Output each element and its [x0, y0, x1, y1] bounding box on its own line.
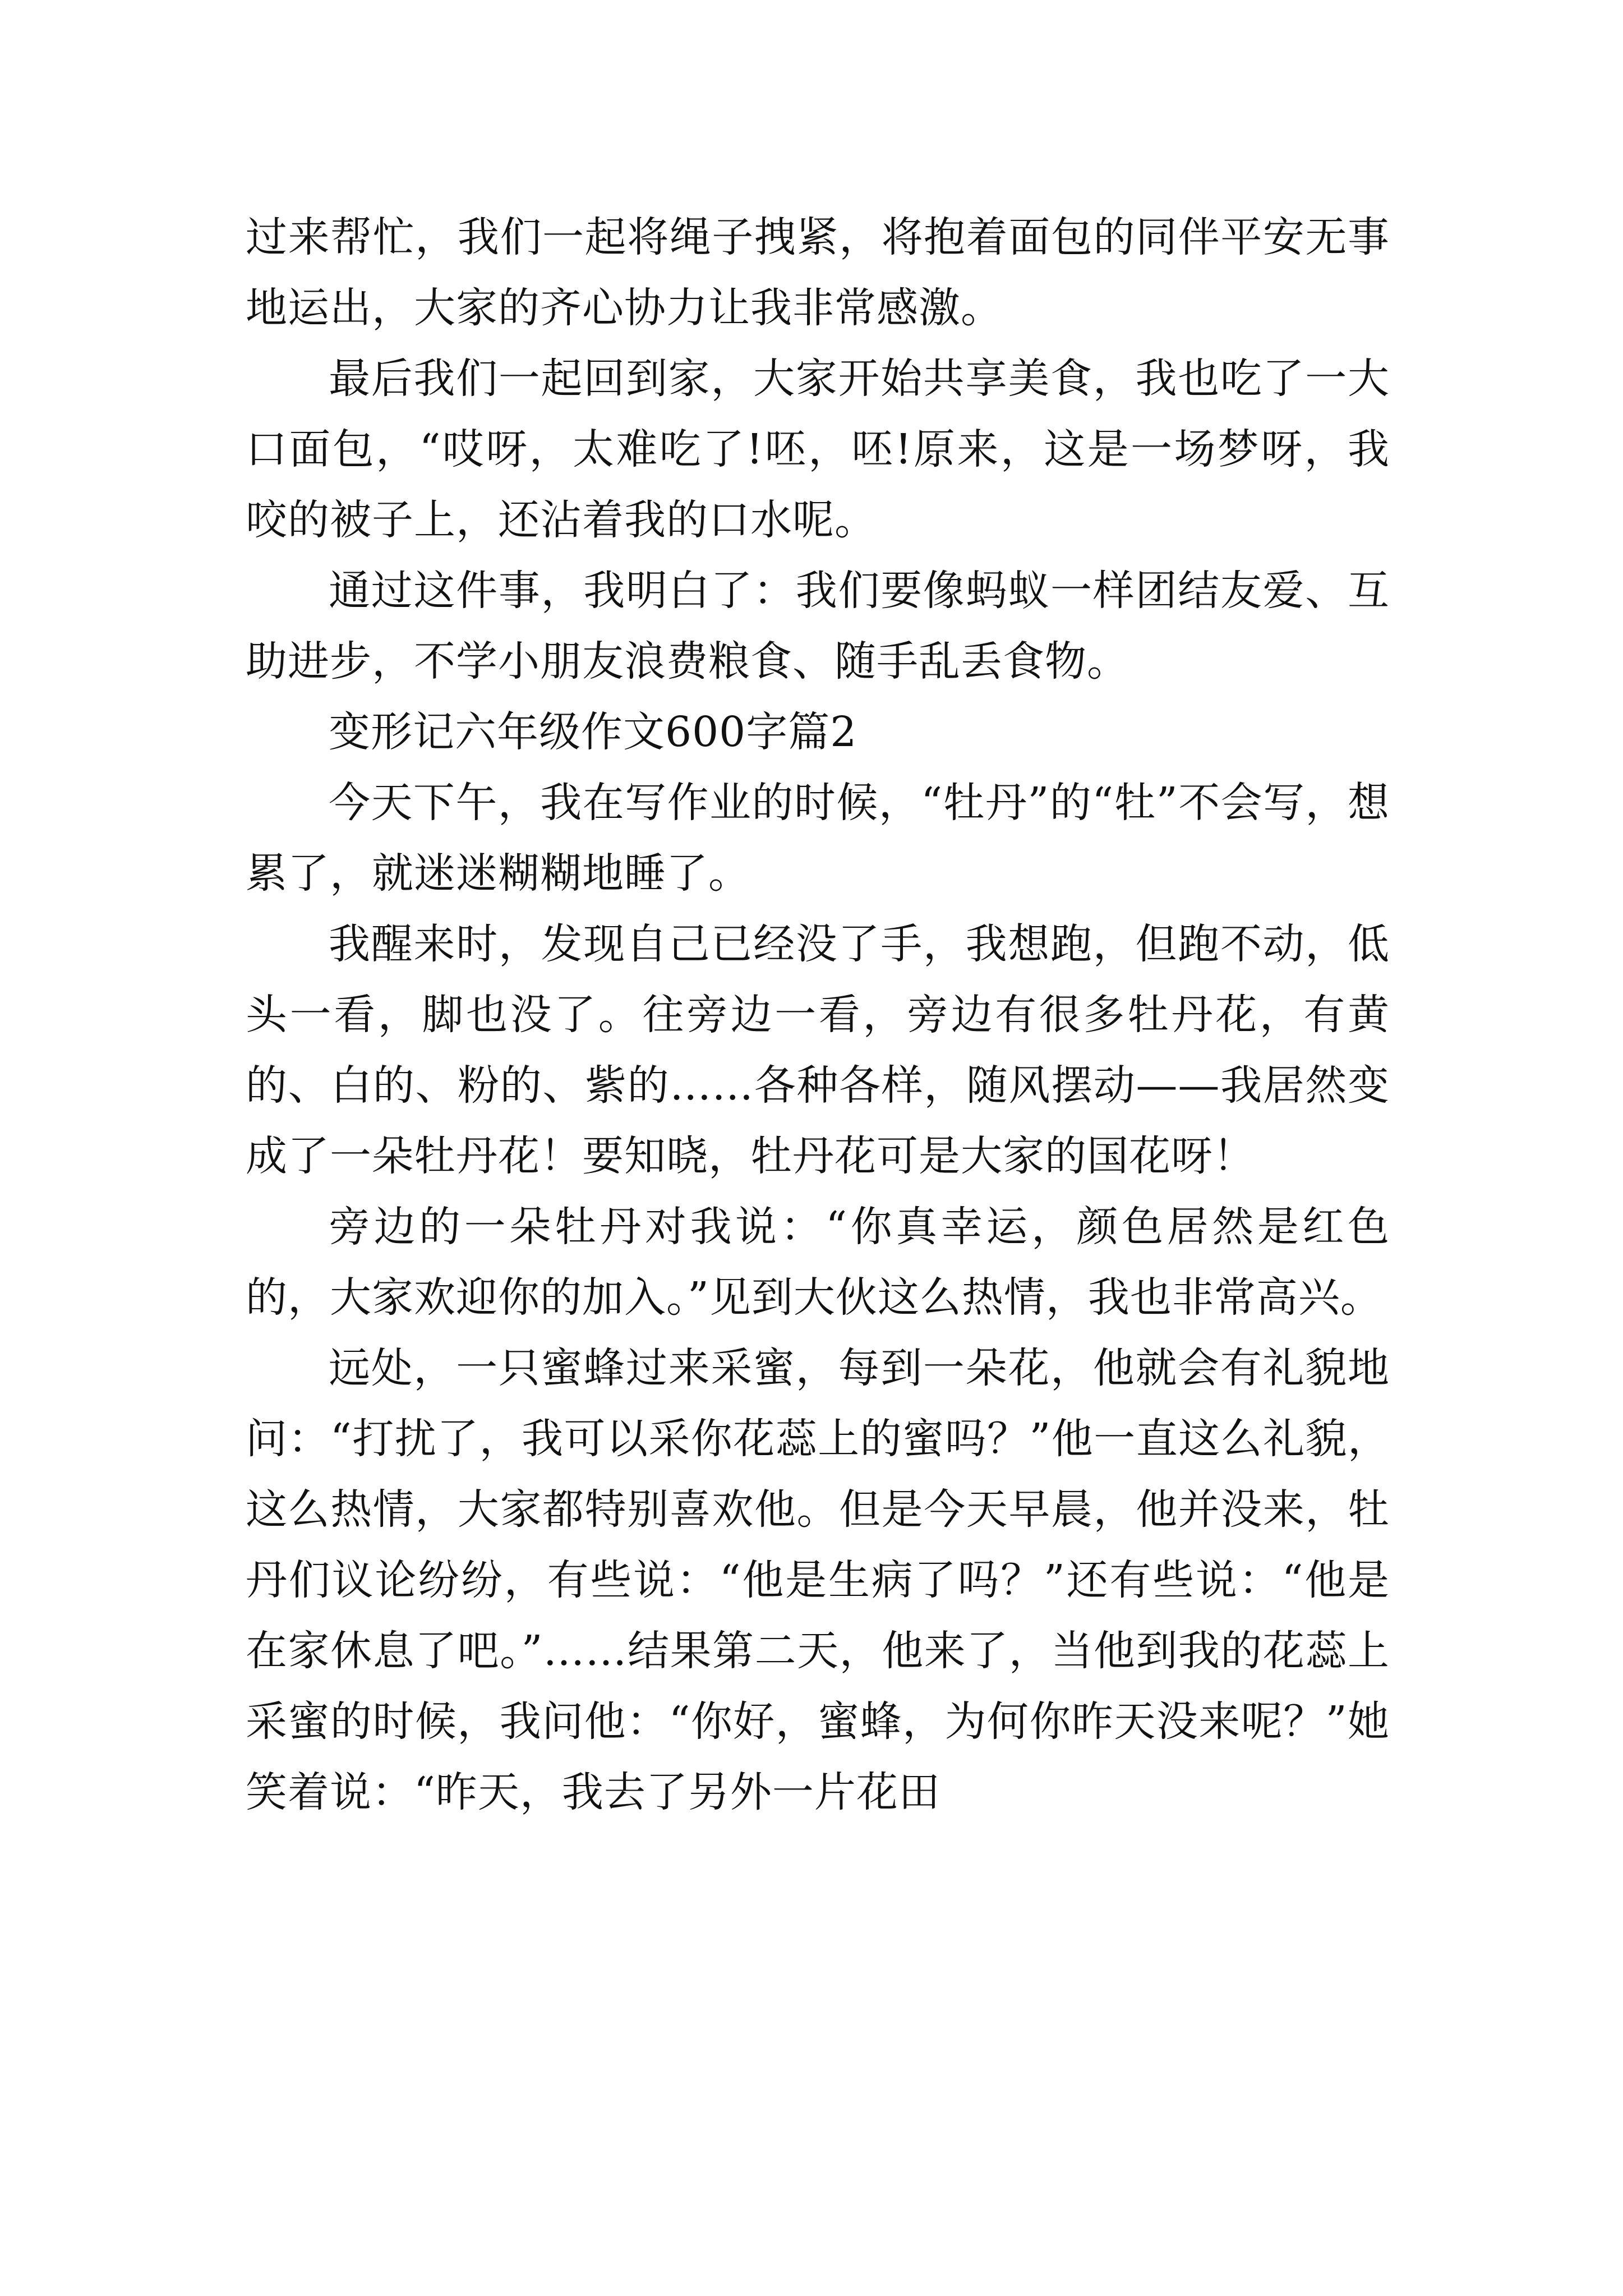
paragraph-5: 我醒来时，发现自己已经没了手，我想跑，但跑不动，低头一看，脚也没了。往旁边一看，旁边有很多牡丹花，有黄的、白的、粉的、紫的……各种各样，随风摆动——我居然变成了一朵牡丹花！要知晓，牡丹花可是大家的国花呀！ [246, 920, 1390, 1180]
section-heading: 变形记六年级作文600字篇2 [329, 708, 857, 756]
paragraph-6: 旁边的一朵牡丹对我说：“你真幸运，颜色居然是红色的，大家欢迎你的加入。”见到大伙这么热情，我也非常高兴。 [246, 1203, 1390, 1322]
paragraph-2: 最后我们一起回到家，大家开始共享美食，我也吃了一大口面包，“哎呀，太难吃了!呸，呸!原来，这是一场梦呀，我咬的被子上，还沾着我的口水呢。 [246, 355, 1390, 544]
paragraph-3: 通过这件事，我明白了：我们要像蚂蚁一样团结友爱、互助进步，不学小朋友浪费粮食、随手乱丢食物。 [246, 567, 1390, 685]
essay-body [246, 202, 1390, 1828]
paragraph-7: 远处，一只蜜蜂过来采蜜，每到一朵花，他就会有礼貌地问：“打扰了，我可以采你花蕊上的蜜吗？”他一直这么礼貌，这么热情，大家都特别喜欢他。但是今天早晨，他并没来，牡丹们议论纷纷，有些说：“他是生病了吗？”还有些说：“他是在家休息了吧。”……结果第二天，他来了，当他到我的花蕊上采蜜的时候，我问他：“你好，蜜蜂，为何你昨天没来呢？”她笑着说：“昨天，我去了另外一片花田 [246, 1344, 1390, 1816]
paragraph-4: 今天下午，我在写作业的时候，“牡丹”的“牡”不会写，想累了，就迷迷糊糊地睡了。 [246, 779, 1390, 898]
paragraph-1: 过来帮忙，我们一起将绳子拽紧，将抱着面包的同伴平安无事地运出，大家的齐心协力让我非常感激。 [246, 213, 1390, 332]
